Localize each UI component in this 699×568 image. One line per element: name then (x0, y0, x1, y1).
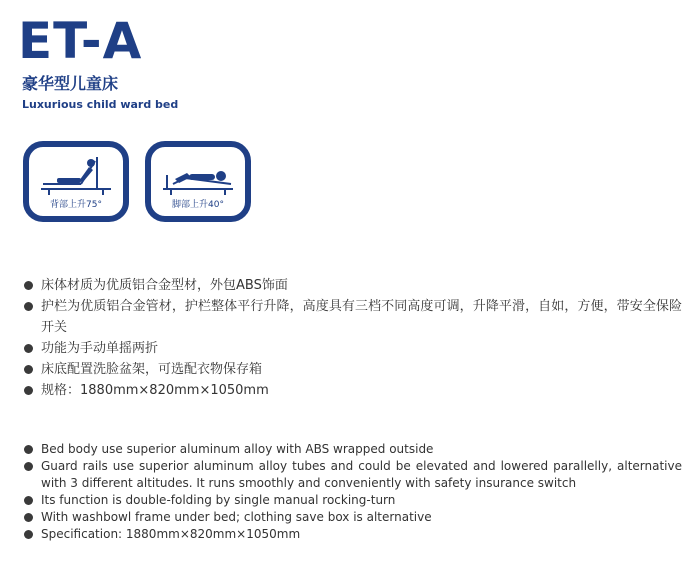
bullet-dot (24, 530, 33, 539)
bed-foot-raised-icon (157, 151, 239, 197)
list-item: 床底配置洗脸盆架，可选配衣物保存箱 (22, 359, 682, 380)
list-item: With washbowl frame under bed; clothing save box is alternative (22, 509, 682, 526)
bullet-dot (24, 445, 33, 454)
list-item: 床体材质为优质铝合金型材，外包ABS饰面 (22, 275, 682, 296)
product-title-en: Luxurious child ward bed (22, 98, 179, 111)
mode-caption: 脚部上升40° (172, 200, 224, 210)
features-list-en (22, 441, 682, 543)
list-item: 规格：1880mm×820mm×1050mm (22, 380, 682, 401)
list-item: 护栏为优质铝合金管材，护栏整体平行升降，高度具有三档不同高度可调，升降平滑，自如，方便，带安全保险开关 (22, 296, 682, 338)
list-item: 功能为手动单摇两折 (22, 338, 682, 359)
list-item: Bed body use superior aluminum alloy with ABS wrapped outside (22, 441, 682, 458)
bullet-dot (24, 513, 33, 522)
list-item: Specification: 1880mm×820mm×1050mm (22, 526, 682, 543)
bullet-dot (24, 365, 33, 374)
bullet-dot (24, 281, 33, 290)
mode-caption: 背部上升75° (50, 200, 102, 210)
features-list-zh (22, 275, 682, 401)
bullet-dot (24, 344, 33, 353)
product-title-zh: 豪华型儿童床 (22, 74, 119, 93)
bed-back-raised-icon (35, 151, 117, 197)
bullet-dot (24, 386, 33, 395)
bullet-dot (24, 462, 33, 471)
list-item: Guard rails use superior aluminum alloy tubes and could be elevated and lowered parallelly, alternative with 3 different altitudes. It runs smoothly and conveniently with safety insurance switch (22, 458, 682, 492)
model-code: ET-A (18, 12, 143, 70)
mode-card-foot-raise (145, 141, 251, 222)
list-item: Its function is double-folding by single manual rocking-turn (22, 492, 682, 509)
mode-card-back-raise (23, 141, 129, 222)
bullet-dot (24, 496, 33, 505)
bullet-dot (24, 302, 33, 311)
